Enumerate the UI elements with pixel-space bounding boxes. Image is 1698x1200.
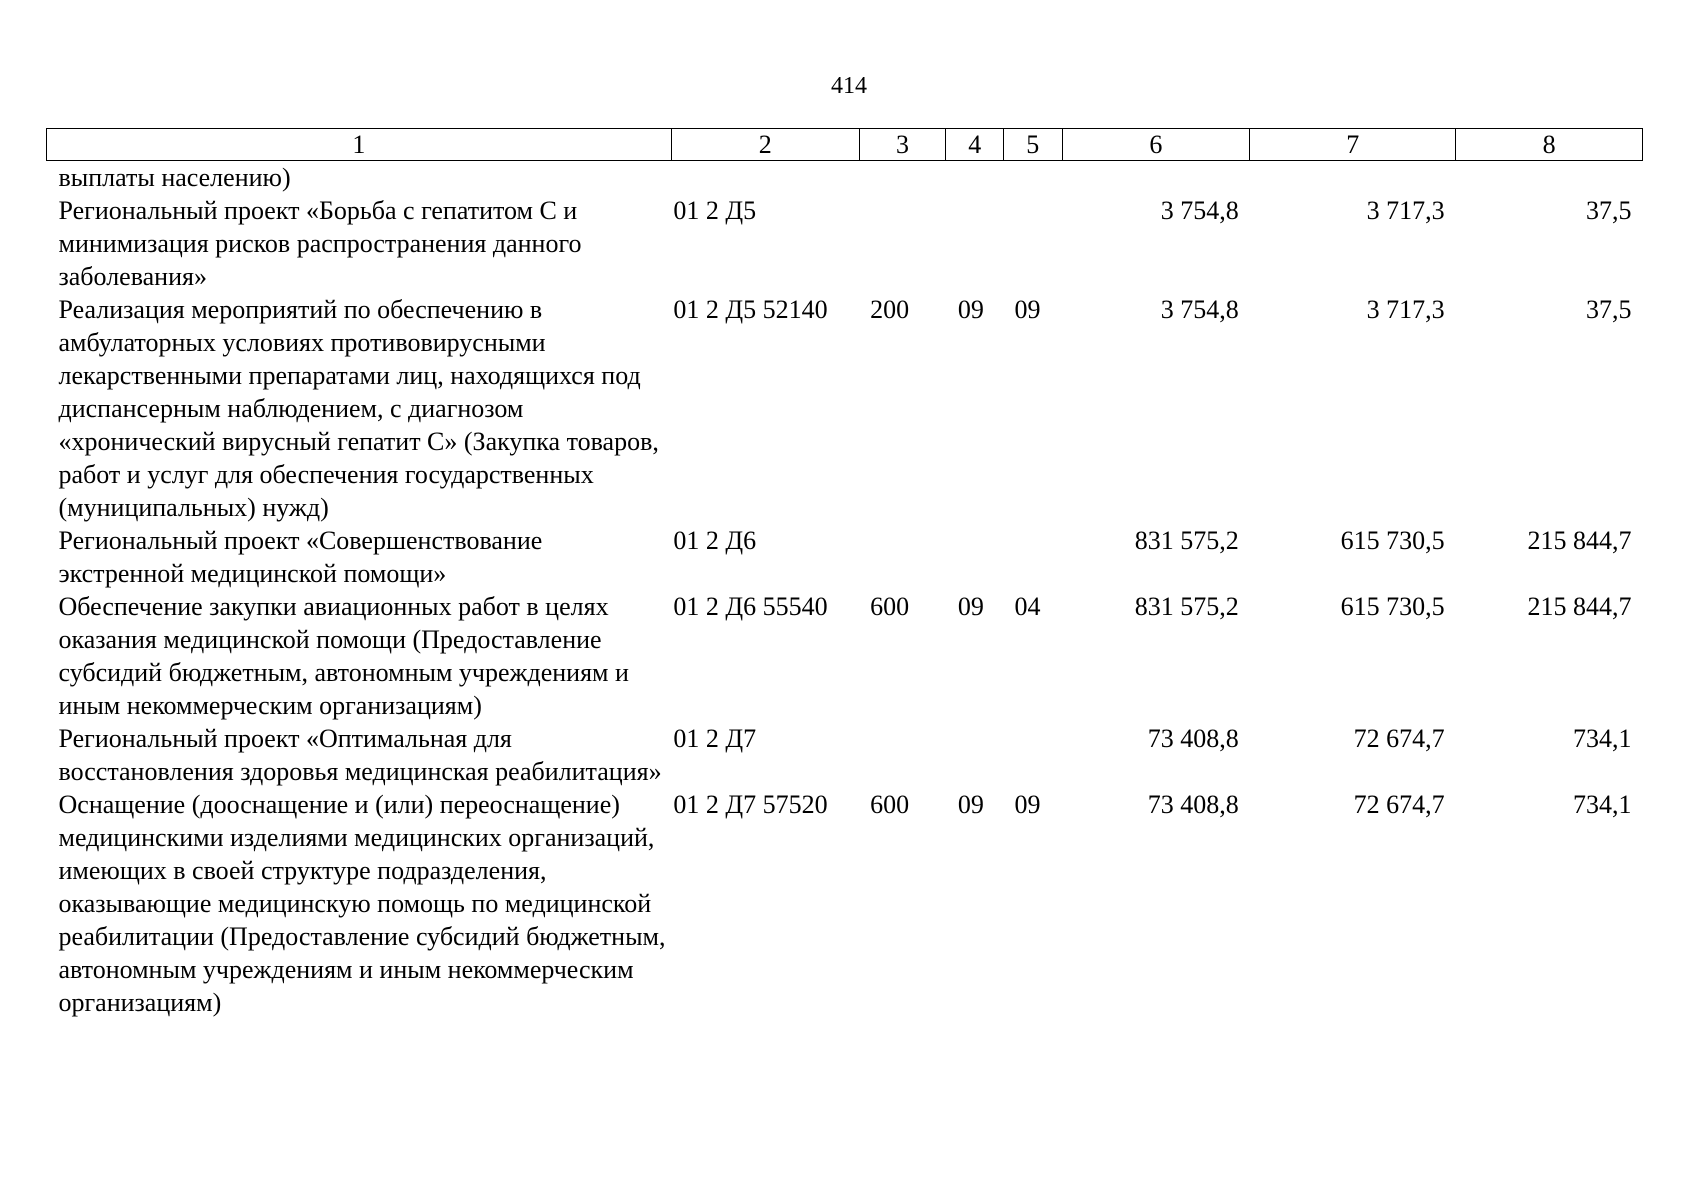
header-col-2: 2 — [671, 129, 859, 161]
row-value-2 — [1456, 161, 1643, 195]
row-code: 01 2 Д6 — [673, 526, 757, 555]
row-type: 600 — [870, 790, 910, 819]
row-subsection — [1003, 161, 1062, 195]
table-row — [47, 293, 1643, 524]
table-row — [47, 524, 1643, 590]
row-total: 831 575,2 — [1134, 526, 1239, 555]
row-total: 831 575,2 — [1134, 592, 1239, 621]
header-row — [47, 129, 1643, 161]
row-type — [859, 524, 946, 590]
header-col-6: 6 — [1062, 129, 1250, 161]
row-total: 73 408,8 — [1147, 790, 1239, 819]
row-section — [946, 194, 1004, 293]
row-total: 3 754,8 — [1160, 196, 1239, 225]
header-col-7: 7 — [1250, 129, 1456, 161]
row-name: Реализация мероприятий по обеспечению в амбулаторных условиях противовирусными лекарственными препаратами лиц, находящихся под диспансерным наблюдением, с диагнозом «хронический вирусный гепатит С» (Закупка товаров, работ и услуг для обеспечения государственных (муниципальных) нужд) — [58, 295, 659, 522]
row-code — [671, 161, 859, 195]
row-value-1: 72 674,7 — [1353, 724, 1445, 753]
row-code: 01 2 Д7 57520 — [673, 790, 828, 819]
header-col-8: 8 — [1456, 129, 1643, 161]
row-name: Обеспечение закупки авиационных работ в целях оказания медицинской помощи (Предоставление субсидий бюджетным, автономным учреждениям и иным некоммерческим организациям) — [58, 592, 629, 720]
row-value-1 — [1250, 161, 1456, 195]
row-subsection: 04 — [1014, 592, 1041, 621]
table-row — [47, 788, 1643, 1019]
row-value-2: 734,1 — [1573, 790, 1632, 819]
row-section — [946, 524, 1004, 590]
row-value-2: 215 844,7 — [1527, 526, 1632, 555]
page-number: 414 — [831, 73, 867, 99]
row-code: 01 2 Д5 — [673, 196, 757, 225]
row-value-2: 734,1 — [1573, 724, 1632, 753]
row-code: 01 2 Д7 — [673, 724, 757, 753]
header-col-4: 4 — [946, 129, 1004, 161]
row-type: 600 — [870, 592, 910, 621]
row-section — [946, 161, 1004, 195]
row-value-2: 215 844,7 — [1527, 592, 1632, 621]
row-section — [946, 722, 1004, 788]
row-section: 09 — [957, 592, 984, 621]
row-value-1: 615 730,5 — [1340, 592, 1445, 621]
header-col-5: 5 — [1003, 129, 1062, 161]
row-value-2: 37,5 — [1586, 295, 1632, 324]
row-value-1: 72 674,7 — [1353, 790, 1445, 819]
header-col-3: 3 — [859, 129, 946, 161]
row-code: 01 2 Д6 55540 — [673, 592, 828, 621]
row-name: Оснащение (дооснащение и (или) переоснащение) медицинскими изделиями медицинских организаций, имеющих в своей структуре подразделения, оказывающие медицинскую помощь по медицинской реабилитации (Предоставление субсидий бюджетным, автономным учреждениям и иным некоммерческим организациям) — [58, 790, 666, 1017]
row-code: 01 2 Д5 52140 — [673, 295, 828, 324]
row-total — [1062, 161, 1250, 195]
row-subsection — [1003, 524, 1062, 590]
row-value-1: 615 730,5 — [1340, 526, 1445, 555]
row-subsection — [1003, 722, 1062, 788]
row-section: 09 — [957, 295, 984, 324]
budget-table — [46, 128, 1643, 1019]
table-row — [47, 194, 1643, 293]
table-row — [47, 590, 1643, 722]
row-subsection — [1003, 194, 1062, 293]
row-type — [859, 161, 946, 195]
row-section: 09 — [957, 790, 984, 819]
row-subsection: 09 — [1014, 790, 1041, 819]
table-row — [47, 161, 1643, 195]
row-name: выплаты населению) — [58, 163, 291, 192]
row-type: 200 — [870, 295, 910, 324]
row-type — [859, 194, 946, 293]
table-row — [47, 722, 1643, 788]
row-value-2: 37,5 — [1586, 196, 1632, 225]
row-total: 73 408,8 — [1147, 724, 1239, 753]
row-value-1: 3 717,3 — [1366, 295, 1445, 324]
row-value-1: 3 717,3 — [1366, 196, 1445, 225]
row-name: Региональный проект «Борьба с гепатитом С и минимизация рисков распространения данного заболевания» — [58, 196, 582, 291]
row-total: 3 754,8 — [1160, 295, 1239, 324]
row-type — [859, 722, 946, 788]
row-subsection: 09 — [1014, 295, 1041, 324]
header-col-1: 1 — [47, 129, 672, 161]
row-name: Региональный проект «Совершенствование экстренной медицинской помощи» — [58, 526, 543, 588]
row-name: Региональный проект «Оптимальная для восстановления здоровья медицинская реабилитация» — [58, 724, 662, 786]
